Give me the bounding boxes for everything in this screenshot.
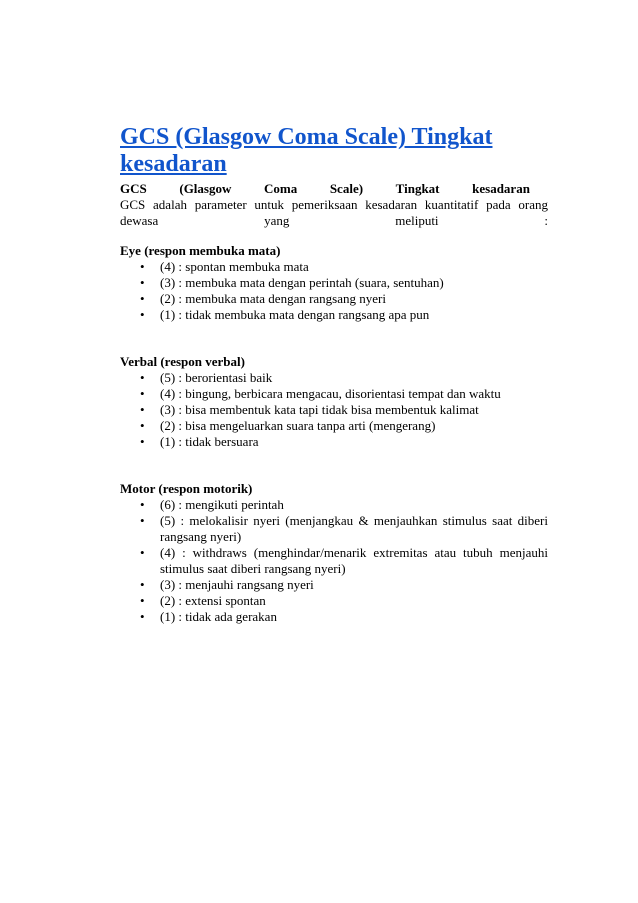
- list-item-text: (1) : tidak ada gerakan: [160, 609, 277, 624]
- bullet-icon: •: [140, 370, 145, 385]
- eye-section-heading: Eye (respon membuka mata): [120, 243, 281, 258]
- list-item-text: (3) : menjauhi rangsang nyeri: [160, 577, 314, 592]
- list-item-text: (6) : mengikuti perintah: [160, 497, 284, 512]
- bullet-icon: •: [140, 513, 145, 528]
- bullet-icon: •: [140, 291, 145, 306]
- list-item-text: (4) : spontan membuka mata: [160, 259, 309, 274]
- verbal-section-heading: Verbal (respon verbal): [120, 354, 245, 369]
- list-item: [120, 513, 548, 545]
- subheading-word: Scale): [329, 181, 364, 196]
- eye-score-list: [120, 259, 548, 323]
- eye-section: [120, 243, 548, 323]
- bullet-icon: •: [140, 577, 145, 592]
- subheading-word: Coma: [263, 181, 298, 196]
- bullet-icon: •: [140, 434, 145, 449]
- motor-score-list: [120, 497, 548, 625]
- subheading: [120, 181, 530, 197]
- list-item-text: (5) : melokalisir nyeri (menjangkau & menjauhkan stimulus saat diberi rangsang nyeri): [160, 513, 548, 544]
- list-item-text: (3) : membuka mata dengan perintah (suara, sentuhan): [160, 275, 444, 290]
- bullet-icon: •: [140, 275, 145, 290]
- list-item: [120, 545, 548, 577]
- list-item: [120, 402, 548, 418]
- motor-section: [120, 481, 548, 625]
- bullet-icon: •: [140, 259, 145, 274]
- document-body: [120, 124, 548, 625]
- list-item-text: (4) : withdraws (menghindar/menarik extremitas atau tubuh menjauhi stimulus saat diberi rangsang nyeri): [160, 545, 548, 576]
- list-item: [120, 418, 548, 434]
- verbal-section: [120, 354, 548, 450]
- bullet-icon: •: [140, 545, 145, 560]
- bullet-icon: •: [140, 386, 145, 401]
- list-item: [120, 609, 548, 625]
- bullet-icon: •: [140, 497, 145, 512]
- document-title-link[interactable]: GCS (Glasgow Coma Scale) Tingkat kesadaran: [120, 124, 493, 177]
- bullet-icon: •: [140, 307, 145, 322]
- list-item-text: (3) : bisa membentuk kata tapi tidak bisa membentuk kalimat: [160, 402, 479, 417]
- verbal-score-list: [120, 370, 548, 450]
- bullet-icon: •: [140, 593, 145, 608]
- list-item-text: (1) : tidak bersuara: [160, 434, 259, 449]
- list-item: [120, 259, 548, 275]
- list-item-text: (2) : extensi spontan: [160, 593, 266, 608]
- list-item-text: (2) : bisa mengeluarkan suara tanpa arti (mengerang): [160, 418, 436, 433]
- subheading-word: kesadaran: [472, 181, 530, 196]
- list-item-text: (5) : berorientasi baik: [160, 370, 273, 385]
- list-item: [120, 275, 548, 291]
- list-item: [120, 497, 548, 513]
- list-item-text: (2) : membuka mata dengan rangsang nyeri: [160, 291, 386, 306]
- list-item: [120, 593, 548, 609]
- subheading-word: (Glasgow: [179, 181, 232, 196]
- bullet-icon: •: [140, 609, 145, 624]
- intro-line-1: GCS adalah parameter untuk pemeriksaan kesadaran kuantitatif pada orang: [120, 197, 548, 212]
- list-item: [120, 370, 548, 386]
- list-item: [120, 291, 548, 307]
- bullet-icon: •: [140, 418, 145, 433]
- list-item-text: (4) : bingung, berbicara mengacau, disorientasi tempat dan waktu: [160, 386, 501, 401]
- list-item: [120, 577, 548, 593]
- list-item-text: (1) : tidak membuka mata dengan rangsang apa pun: [160, 307, 430, 322]
- motor-section-heading: Motor (respon motorik): [120, 481, 253, 496]
- intro-line-2: dewasa yang meliputi :: [120, 213, 548, 228]
- subheading-word: Tingkat: [395, 181, 440, 196]
- list-item: [120, 434, 548, 450]
- bullet-icon: •: [140, 402, 145, 417]
- subheading-word: GCS: [120, 181, 147, 196]
- list-item: [120, 386, 548, 402]
- list-item: [120, 307, 548, 323]
